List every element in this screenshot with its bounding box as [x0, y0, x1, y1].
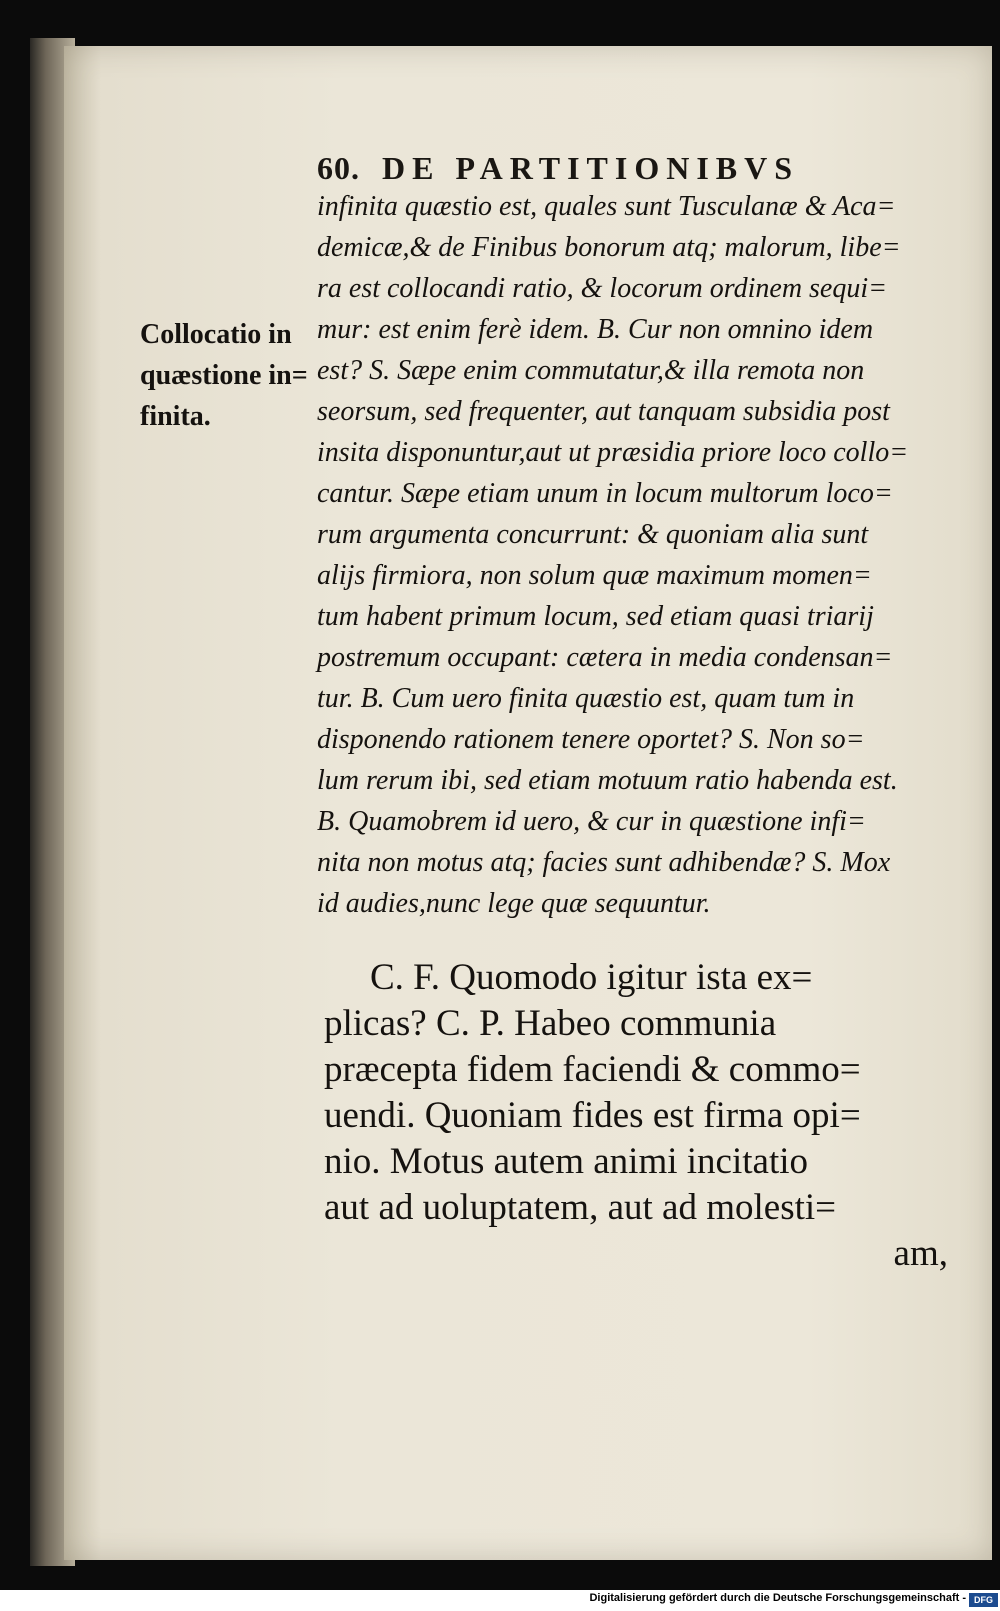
text-line: cantur. Sæpe etiam unum in locum multorum loco= [317, 478, 893, 509]
text-line: alijs firmiora, non solum quæ maximum momen= [317, 560, 872, 591]
dfg-logo: DFG [969, 1593, 998, 1607]
page-number: 60. [317, 150, 360, 186]
text-line: C. F. Quomodo igitur ista ex= [370, 957, 813, 998]
text-line: demicæ,& de Finibus bonorum atq; malorum, libe= [317, 232, 901, 263]
text-line: id audies,nunc lege quæ sequuntur. [317, 888, 711, 919]
text-line: aut ad uoluptatem, aut ad molesti= [324, 1187, 837, 1228]
text-line: nita non motus atq; facies sunt adhibendæ? S. Mox [317, 847, 891, 878]
text-line: insita disponuntur,aut ut præsidia priore loco collo= [317, 437, 909, 468]
marginal-note [140, 314, 310, 437]
text-line: mur: est enim ferè idem. B. Cur non omnino idem [317, 314, 874, 345]
footer-bar [0, 1590, 1000, 1611]
text-line: plicas? C. P. Habeo communia [324, 1003, 777, 1044]
text-line: uendi. Quoniam fides est firma opi= [324, 1095, 861, 1136]
text-line: nio. Motus autem animi incitatio [324, 1141, 809, 1182]
funding-credit: Digitalisierung gefördert durch die Deutsche Forschungsgemeinschaft - [589, 1592, 966, 1604]
marginal-note-line: finita. [140, 401, 211, 432]
text-line: est? S. Sæpe enim commutatur,& illa remota non [317, 355, 865, 386]
text-line: lum rerum ibi, sed etiam motuum ratio habenda est. [317, 765, 898, 796]
marginal-note-line: quæstione in= [140, 360, 308, 391]
running-title: DE PARTITIONIBVS [382, 150, 800, 186]
text-line: disponendo rationem tenere oportet? S. Non so= [317, 724, 865, 755]
text-line: B. Quamobrem id uero, & cur in quæstione infi= [317, 806, 866, 837]
text-line: præcepta fidem faciendi & commo= [324, 1049, 861, 1090]
text-line: postremum occupant: cætera in media condensan= [317, 642, 893, 673]
catchword: am, [893, 1233, 948, 1274]
text-line: seorsum, sed frequenter, aut tanquam subsidia post [317, 396, 890, 427]
italic-dialogue-text [317, 186, 957, 924]
roman-dialogue-text [324, 955, 948, 1277]
running-header [317, 150, 937, 187]
text-line: tur. B. Cum uero finita quæstio est, quam tum in [317, 683, 855, 714]
text-line: tum habent primum locum, sed etiam quasi triarij [317, 601, 874, 632]
text-line: infinita quæstio est, quales sunt Tusculanæ & Aca= [317, 191, 896, 222]
marginal-note-line: Collocatio in [140, 319, 292, 350]
text-line: ra est collocandi ratio, & locorum ordinem sequi= [317, 273, 888, 304]
text-line: rum argumenta concurrunt: & quoniam alia sunt [317, 519, 869, 550]
